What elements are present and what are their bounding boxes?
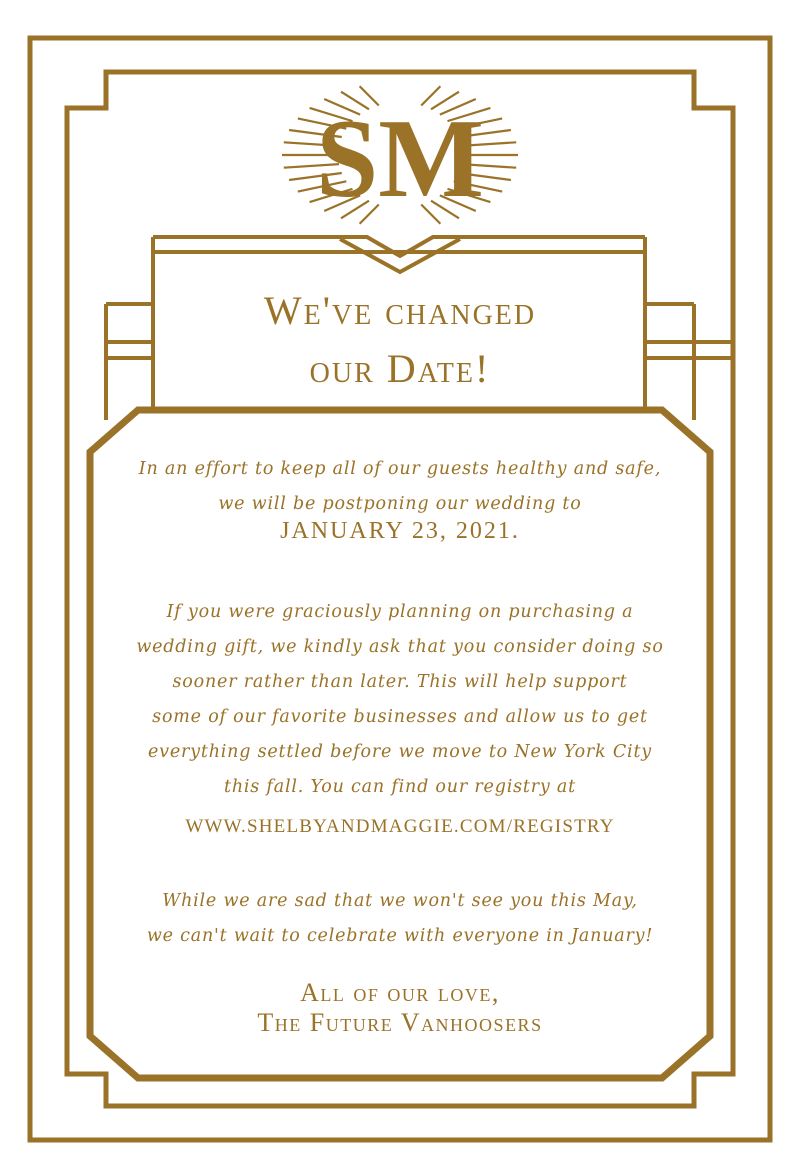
closing-paragraph — [110, 884, 690, 954]
intro-line-1: In an effort to keep all of our guests healthy and safe, — [138, 459, 662, 479]
new-date: JANUARY 23, 2021. — [280, 518, 520, 544]
right-side-bars — [645, 304, 733, 420]
closing-line-2: we can't wait to celebrate with everyone in January! — [146, 926, 654, 946]
registry-line-6: this fall. You can find our registry at — [223, 777, 576, 797]
registry-line-5: everything settled before we move to New York City — [148, 742, 652, 762]
registry-line-2: wedding gift, we kindly ask that you consider doing so — [136, 637, 664, 657]
registry-paragraph — [110, 595, 690, 805]
registry-line-4: some of our favorite businesses and allow us to get — [152, 707, 648, 727]
registry-line-1: If you were graciously planning on purchasing a — [166, 602, 634, 622]
signoff-line-2: The Future Vanhoosers — [257, 1008, 543, 1037]
monogram-icon — [316, 97, 484, 221]
signoff — [160, 978, 640, 1038]
left-side-bars — [106, 304, 153, 420]
signoff-line-1: All of our love, — [300, 978, 500, 1007]
svg-text:SM: SM — [316, 97, 484, 221]
headline — [160, 282, 640, 398]
intro-paragraph — [110, 452, 690, 522]
headline-line-2: our Date! — [309, 346, 491, 391]
closing-line-1: While we are sad that we won't see you this May, — [162, 891, 638, 911]
registry-line-3: sooner rather than later. This will help support — [172, 672, 628, 692]
headline-line-1: We've changed — [263, 288, 537, 333]
registry-url: WWW.SHELBYANDMAGGIE.COM/REGISTRY — [185, 816, 615, 837]
intro-line-2: we will be postponing our wedding to — [218, 494, 582, 514]
